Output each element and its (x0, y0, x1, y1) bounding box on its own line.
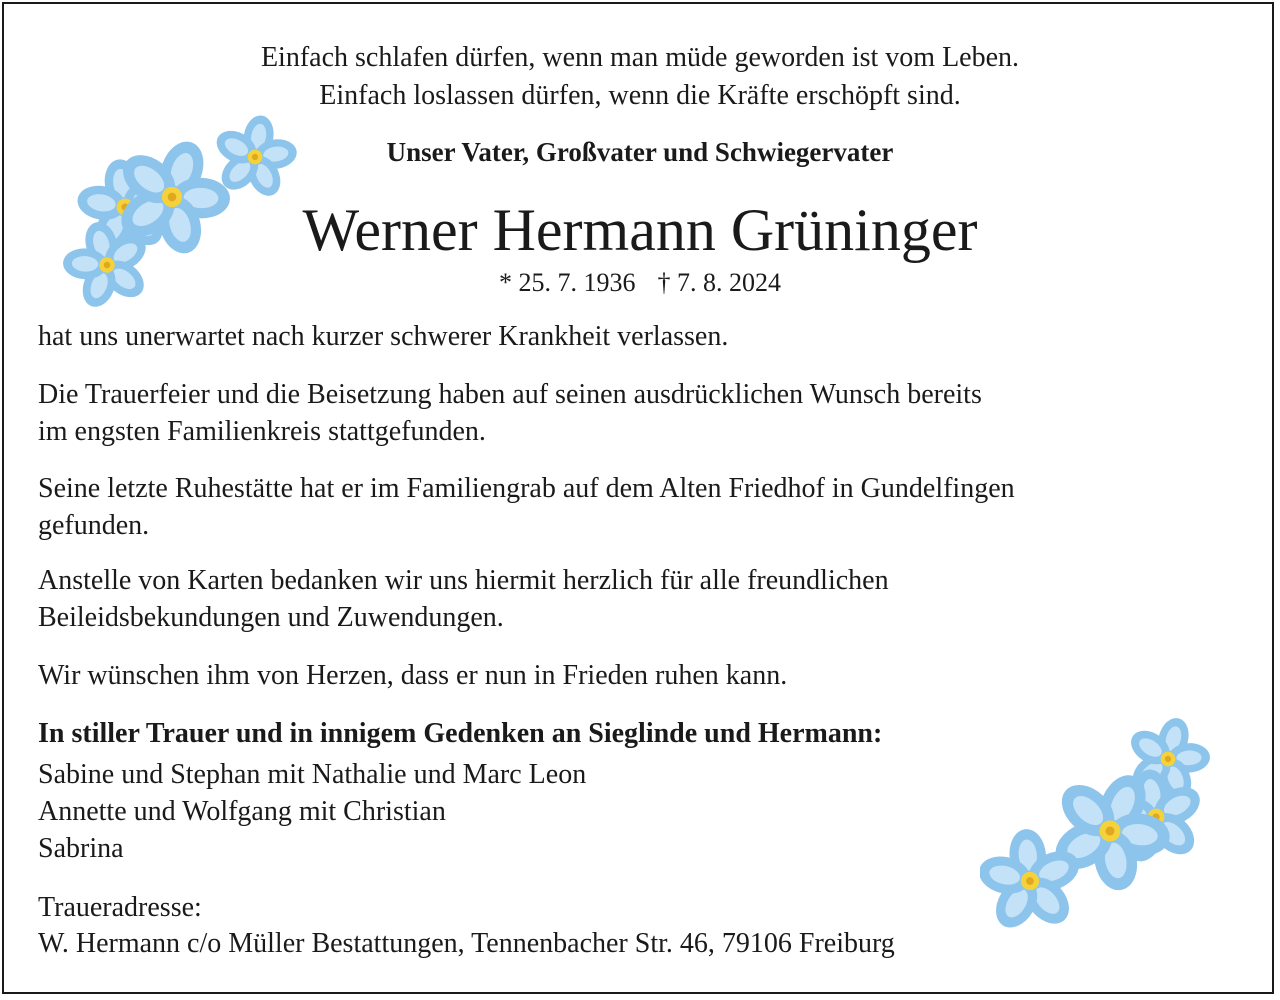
birth-date: * 25. 7. 1936 (499, 268, 636, 297)
flower-cluster-bottom-right (980, 705, 1230, 935)
mourners-heading: In stiller Trauer und in innigem Gedenken an Sieglinde und Hermann: (38, 718, 883, 749)
life-dates (0, 266, 1280, 300)
address-value: W. Hermann c/o Müller Bestattungen, Tennenbacher Str. 46, 79106 Freiburg (38, 928, 895, 959)
motto-line-1: Einfach schlafen dürfen, wenn man müde geworden ist vom Leben. (260, 42, 1020, 73)
paragraph-1: hat uns unerwartet nach kurzer schwerer Krankheit verlassen. (38, 321, 729, 352)
mourners-line-2: Annette und Wolfgang mit Christian (38, 796, 446, 827)
deceased-name: Werner Hermann Grüninger (302, 197, 978, 263)
motto-line-2: Einfach loslassen dürfen, wenn die Kräfte erschöpft sind. (319, 80, 961, 111)
paragraph-2-line-1: Die Trauerfeier und die Beisetzung haben auf seinen ausdrücklichen Wunsch bereits (38, 379, 982, 410)
relation-line: Unser Vater, Großvater und Schwiegervater (386, 137, 894, 167)
mourners-line-3: Sabrina (38, 833, 124, 864)
death-date: † 7. 8. 2024 (657, 268, 781, 297)
paragraph-3-line-1: Seine letzte Ruhestätte hat er im Familiengrab auf dem Alten Friedhof in Gundelfingen (38, 473, 1015, 504)
paragraph-4-line-2: Beileidsbekundungen und Zuwendungen. (38, 602, 504, 633)
paragraph-4-line-1: Anstelle von Karten bedanken wir uns hiermit herzlich für alle freundlichen (38, 565, 889, 596)
paragraph-3-line-2: gefunden. (38, 510, 150, 541)
mourners-line-1: Sabine und Stephan mit Nathalie und Marc Leon (38, 759, 587, 790)
paragraph-2-line-2: im engsten Familienkreis stattgefunden. (38, 416, 486, 447)
paragraph-5: Wir wünschen ihm von Herzen, dass er nun in Frieden ruhen kann. (38, 660, 788, 691)
address-label: Traueradresse: (38, 892, 202, 923)
